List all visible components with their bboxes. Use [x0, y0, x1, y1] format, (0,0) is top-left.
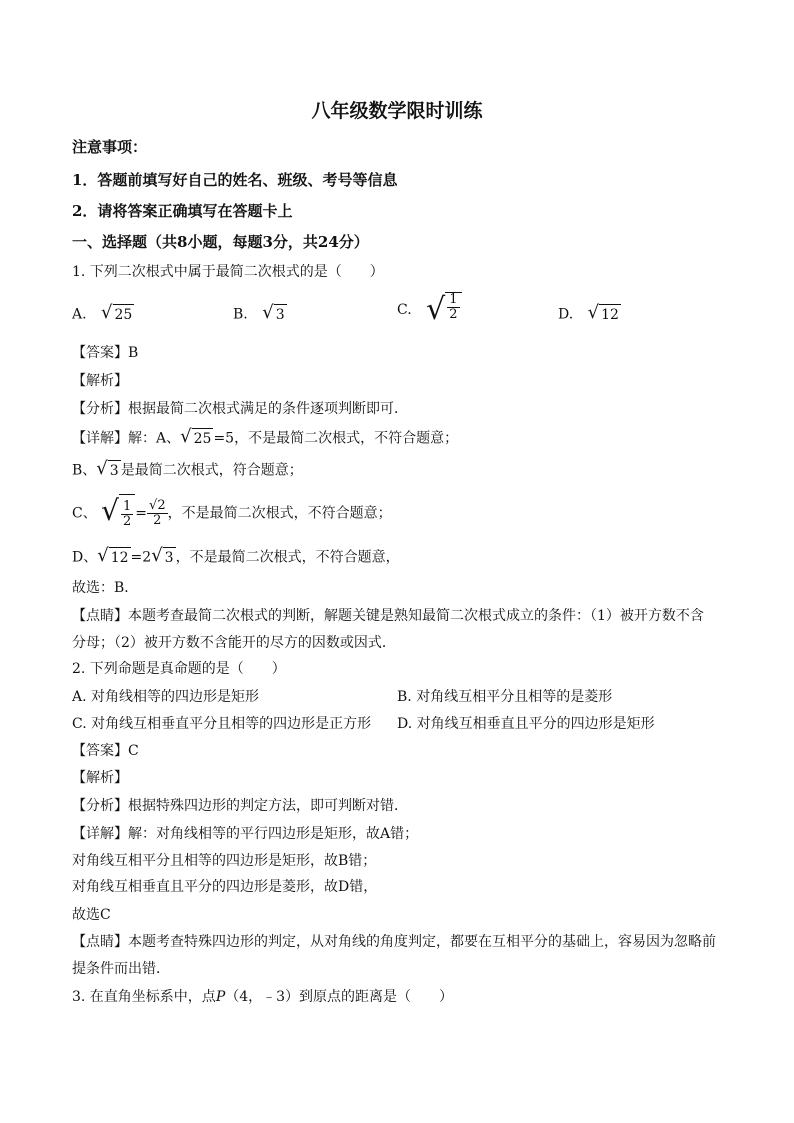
sqrt-expression [96, 460, 120, 481]
detail-text: ，不是最简二次根式，不符合题意， [175, 549, 400, 566]
sqrt-icon: √ [180, 426, 192, 447]
q2-detail-2: 对角线互相平分且相等的四边形是矩形，故B错； [72, 853, 377, 869]
sqrt-icon: √ [587, 302, 600, 323]
equals-text: =2 [130, 549, 152, 566]
q1-option-d [558, 304, 621, 325]
q1-option-b [233, 304, 287, 325]
sqrt-fraction-expression [426, 292, 461, 328]
notice-heading: 注意事项： [72, 138, 148, 156]
q1-choose: 故选：B． [72, 580, 139, 596]
q1-comment-2: 分母；（2）被开方数不含能开的尽方的因数或因式． [72, 635, 396, 651]
option-label: A. [72, 306, 87, 323]
detail-text: =5，不是最简二次根式，不符合题意； [213, 430, 459, 447]
q1-stem: 1. 下列二次根式中属于最简二次根式的是（ ） [72, 264, 384, 280]
radicand: 3 [163, 547, 176, 568]
q1-analysis: 【解析】 [72, 373, 128, 389]
sqrt-icon: √ [96, 458, 108, 479]
radicand: 12 [599, 304, 621, 325]
sqrt-expression [151, 547, 175, 568]
detail-text: 是最简二次根式，符合题意； [120, 462, 303, 479]
q3-stem [72, 987, 453, 1007]
sqrt-expression [97, 547, 130, 568]
section-heading: 一、选择题（共8小题，每题3分，共24分） [72, 233, 369, 251]
q2-answer: 【答案】C [72, 743, 139, 759]
denominator: 2 [153, 513, 162, 528]
q1-option-a [72, 304, 134, 325]
detail-prefix: B、 [72, 462, 97, 479]
q2-option-c: C. 对角线互相垂直平分且相等的四边形是正方形 [72, 716, 372, 732]
notice-item-2: 2．请将答案正确填写在答题卡上 [72, 202, 293, 220]
radicand: 3 [108, 460, 121, 481]
fraction [121, 500, 133, 529]
q1-answer: 【答案】B [72, 345, 139, 361]
sqrt-icon: √ [151, 545, 163, 566]
sqrt-icon: √ [262, 302, 274, 323]
sqrt-icon: √ [97, 545, 109, 566]
sqrt-expression [101, 304, 134, 325]
option-label: C. [397, 302, 412, 318]
notice-item-1: 1．答题前填写好自己的姓名、班级、考号等信息 [72, 171, 398, 189]
q2-fenxi: 【分析】根据特殊四边形的判定方法，即可判断对错． [72, 798, 408, 814]
q1-detail-a [72, 428, 458, 449]
radicand: 12 [109, 547, 131, 568]
denominator: 2 [123, 513, 132, 529]
sqrt-icon: √ [101, 302, 113, 323]
detail-prefix: D、 [72, 549, 98, 566]
radicand: 25 [192, 428, 214, 449]
sqrt-fraction-expression [101, 494, 135, 533]
q1-detail-b [72, 460, 303, 481]
q2-stem: 2. 下列命题是真命题的是（ ） [72, 661, 286, 677]
numerator: √2 [149, 498, 166, 513]
option-label: B. [233, 306, 248, 323]
sqrt-icon: √ [101, 494, 120, 527]
sqrt-expression [180, 428, 213, 449]
point-name: P [215, 989, 226, 1005]
q2-comment-1: 【点睛】本题考查特殊四边形的判定，从对角线的角度判定，都要在互相平分的基础上，容易因为忽略前 [72, 934, 716, 950]
q1-detail-c [72, 494, 392, 533]
detail-prefix: C、 [72, 505, 97, 522]
stem-suffix: （4，﹣3）到原点的距离是（ ） [225, 989, 454, 1005]
numerator: 1 [449, 292, 458, 307]
stem-prefix: 3. 在直角坐标系中，点 [72, 989, 216, 1005]
q2-detail-1: 【详解】解：对角线相等的平行四边形是矩形，故A错； [72, 826, 419, 842]
option-label: D. [558, 306, 574, 323]
q2-option-b: B. 对角线互相平分且相等的是菱形 [397, 689, 613, 705]
fraction [447, 293, 459, 322]
detail-prefix: 【详解】解：A、 [72, 430, 181, 447]
q2-comment-2: 提条件而出错． [72, 961, 170, 977]
sqrt-icon: √ [426, 292, 446, 327]
q1-fenxi: 【分析】根据最简二次根式满足的条件逐项判断即可． [72, 401, 408, 417]
denominator: 2 [449, 307, 458, 322]
sqrt-expression [262, 304, 286, 325]
equals-sign: = [135, 505, 148, 522]
q2-option-a: A. 对角线相等的四边形是矩形 [72, 689, 260, 705]
q2-detail-3: 对角线互相垂直且平分的四边形是菱形，故D错， [72, 879, 378, 895]
detail-text: ，不是最简二次根式，不符合题意； [167, 505, 392, 522]
numerator: 1 [123, 498, 132, 514]
radicand: 3 [274, 304, 287, 325]
q2-analysis: 【解析】 [72, 770, 128, 786]
q1-detail-d [72, 547, 400, 568]
q1-comment-1: 【点睛】本题考查最简二次根式的判断，解题关键是熟知最简二次根式成立的条件：（1）被开方数不含 [72, 608, 704, 624]
q1-option-c [397, 292, 462, 328]
radicand: 25 [113, 304, 135, 325]
fraction [147, 499, 168, 528]
sqrt-expression [588, 304, 621, 325]
q2-option-d: D. 对角线互相垂直且平分的四边形是矩形 [397, 716, 655, 732]
page-title: 八年级数学限时训练 [311, 100, 483, 122]
q2-choose: 故选C [72, 907, 111, 923]
